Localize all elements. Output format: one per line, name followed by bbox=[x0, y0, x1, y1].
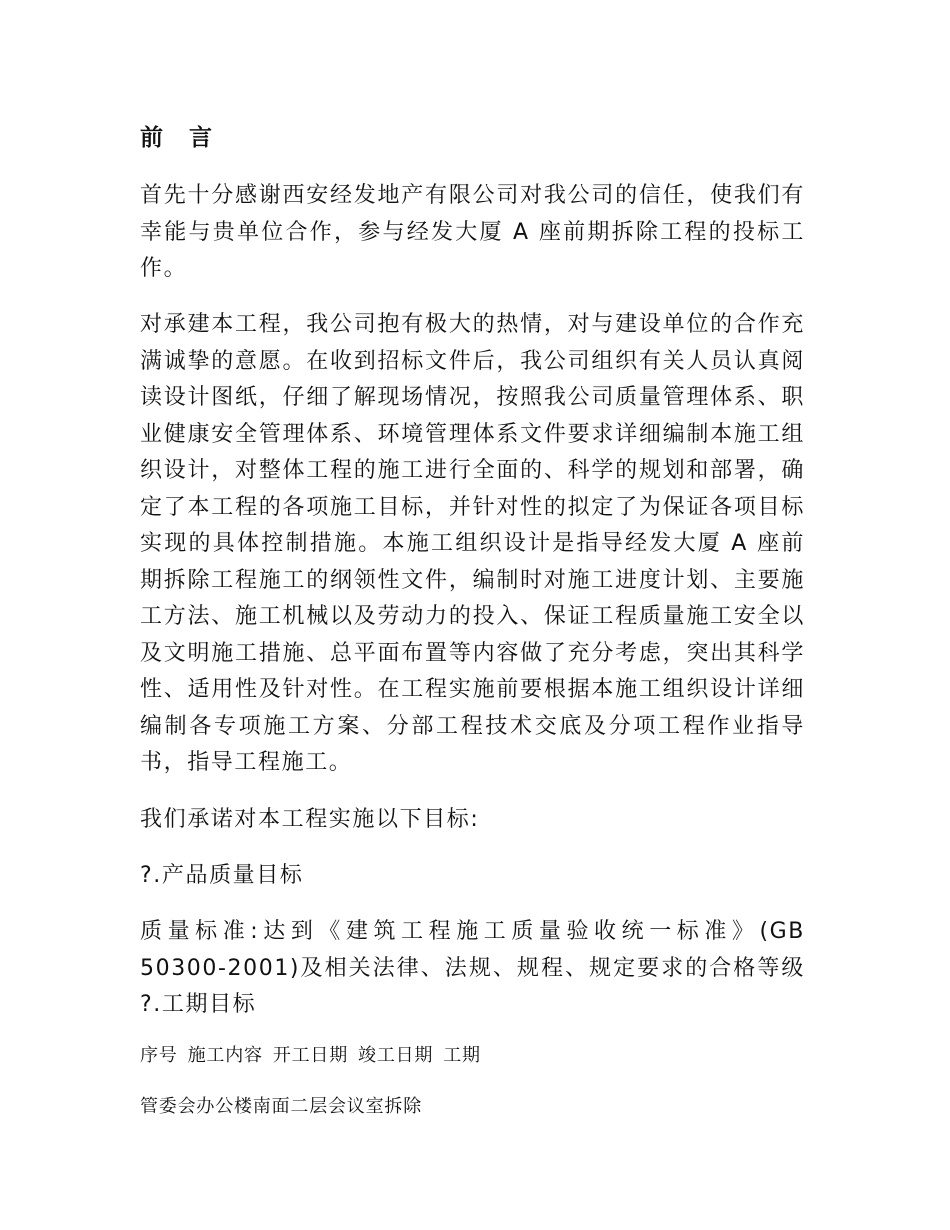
targets-intro: 我们承诺对本工程实施以下目标: bbox=[140, 807, 480, 832]
commitment-paragraph: 对承建本工程，我公司抱有极大的热情，对与建设单位的合作充满诚挚的意愿。在收到招标文件后，我公司组织有关人员认真阅读设计图纸，仔细了解现场情况，按照我公司质量管理体系、职业健康安全管理体系、环境管理体系文件要求详细编制本施工组织设计，对整体工程的施工进行全面的、科学的规划和部署，确定了本工程的各项施工目标，并针对性的拟定了为保证各项目标实现的具体控制措施。本施工组织设计是指导经发大厦 A 座前期拆除工程施工的纲领性文件，编制时对施工进度计划、主要施工方法、施工机械以及劳动力的投入、保证工程质量施工安全以及文明施工措施、总平面布置等内容做了充分考虑，突出其科学性、适用性及针对性。在工程实施前要根据本施工组织设计详细编制各专项施工方案、分部工程技术交底及分项工程作业指导书，指导工程施工。 bbox=[140, 312, 805, 775]
intro-paragraph: 首先十分感谢西安经发地产有限公司对我公司的信任，使我们有幸能与贵单位合作，参与经发大厦 A 座前期拆除工程的投标工作。 bbox=[140, 183, 805, 281]
page-title: 前 言 bbox=[140, 125, 222, 151]
header-cell-index: 序号 bbox=[140, 1045, 178, 1066]
schedule-table-header bbox=[140, 1041, 805, 1071]
header-cell-start-date: 开工日期 bbox=[272, 1045, 349, 1066]
quality-standard-paragraph: 质量标准:达到《建筑工程施工质量验收统一标准》(GB 50300-2001)及相关法律、法规、规程、规定要求的合格等级 ?.工期目标 bbox=[140, 919, 805, 1017]
header-cell-end-date: 竣工日期 bbox=[358, 1045, 434, 1066]
header-cell-duration: 工期 bbox=[443, 1045, 481, 1066]
row-cell-content: 管委会办公楼南面二层会议室拆除 bbox=[140, 1096, 422, 1117]
schedule-table-row bbox=[140, 1092, 805, 1122]
quality-target-heading: ?.产品质量目标 bbox=[140, 863, 304, 888]
header-cell-content: 施工内容 bbox=[187, 1045, 263, 1066]
